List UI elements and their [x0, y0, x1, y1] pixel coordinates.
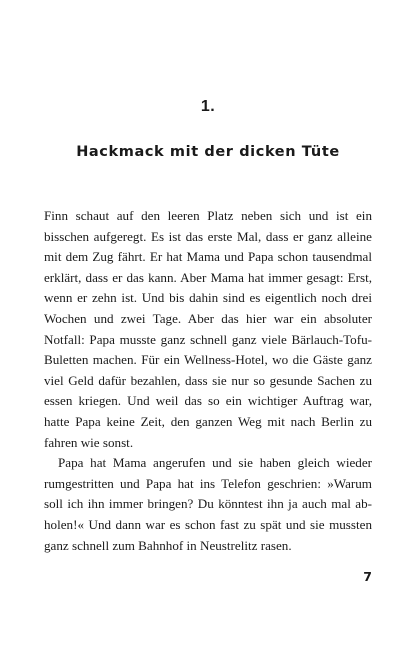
body-text	[44, 206, 372, 556]
page-number: 7	[363, 569, 372, 584]
chapter-title: Hackmack mit der dicken Tüte	[76, 144, 340, 160]
paragraph: Finn schaut auf den leeren Platz neben sich und ist ein bisschen aufgeregt. Es ist das erste Mal, dass er ganz alleine mit dem Zug fährt. Er hat Mama und Papa schon tausendmal erklärt, dass er das kann. Aber Mama hat immer gesagt: Erst, wenn er zehn ist. Und bis dahin sind es eigentlich noch drei Wochen und zwei Tage. Aber das hier war ein absoluter Notfall: Papa musste ganz schnell ganz viele Bärlauch-Tofu-Buletten machen. Für ein Wellness-Hotel, wo die Gäste ganz viel Geld dafür bezahlen, dass sie nur so gesunde Sachen zu essen kriegen. Und weil das so ein wichtiger Auftrag war, hatte Papa keine Zeit, den ganzen Weg mit nach Berlin zu fahren wie sonst.	[44, 208, 372, 450]
chapter-number: 1.	[200, 98, 216, 115]
paragraph: Papa hat Mama angerufen und sie haben gleich wieder rumgestritten und Papa hat ins Telefon geschrien: »Warum soll ich ihn immer bringen? Du könntest ihn ja auch mal abholen!« Und dann war es schon fast zu spät und sie mussten ganz schnell zum Bahnhof in Neustrelitz rasen.	[44, 455, 372, 553]
